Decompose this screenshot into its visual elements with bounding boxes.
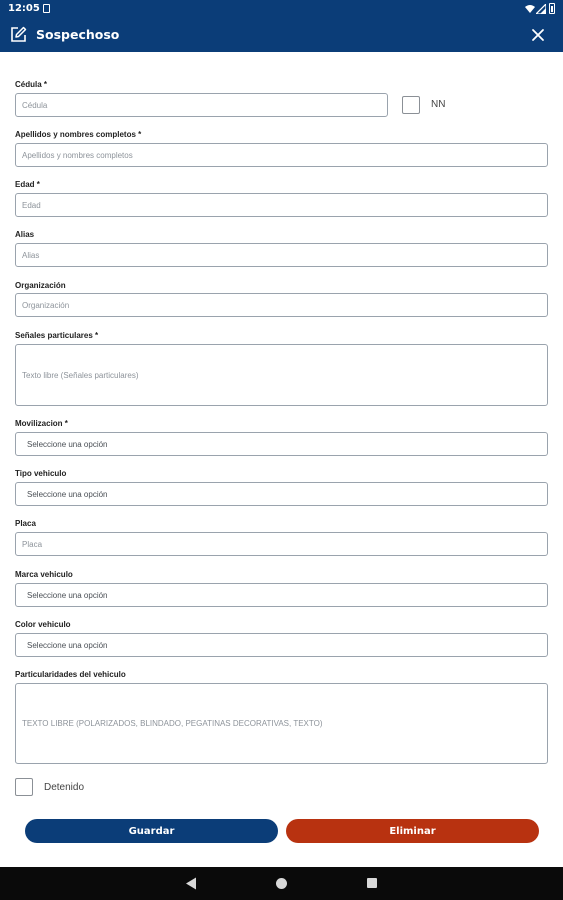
cedula-placeholder: Cédula — [22, 100, 48, 110]
senales-textarea[interactable] — [15, 344, 548, 406]
navigation-bar — [0, 867, 563, 900]
color-vehiculo-label: Color vehiculo — [15, 620, 71, 629]
marca-vehiculo-label: Marca vehiculo — [15, 570, 73, 579]
placa-input[interactable] — [15, 532, 548, 556]
tipo-vehiculo-value: Seleccione una opción — [27, 489, 108, 499]
organizacion-label: Organización — [15, 281, 66, 290]
nn-checkbox[interactable] — [402, 96, 420, 114]
nombres-input[interactable] — [15, 143, 548, 167]
status-bar — [0, 0, 563, 18]
wifi-icon — [525, 4, 535, 14]
placa-placeholder: Placa — [22, 539, 43, 549]
marca-vehiculo-select[interactable] — [15, 583, 548, 607]
status-time: 12:05 — [8, 3, 40, 14]
back-icon[interactable] — [185, 877, 197, 890]
cedula-label: Cédula * — [15, 80, 48, 89]
app-bar — [0, 18, 563, 52]
tipo-vehiculo-label: Tipo vehiculo — [15, 469, 67, 478]
movilizacion-value: Seleccione una opción — [27, 439, 108, 449]
movilizacion-label: Movilizacion * — [15, 419, 68, 428]
marca-vehiculo-value: Seleccione una opción — [27, 590, 108, 600]
senales-label: Señales particulares * — [15, 331, 99, 340]
delete-button[interactable]: Eliminar — [286, 819, 539, 843]
edad-label: Edad * — [15, 180, 40, 189]
save-button[interactable]: Guardar — [25, 819, 278, 843]
cedula-input[interactable] — [15, 93, 388, 117]
movilizacion-select[interactable] — [15, 432, 548, 456]
detenido-checkbox[interactable] — [15, 778, 33, 796]
signal-icon — [536, 4, 546, 14]
color-vehiculo-select[interactable] — [15, 633, 548, 657]
senales-placeholder: Texto libre (Señales particulares) — [22, 370, 139, 380]
battery-icon — [549, 3, 555, 14]
alias-label: Alias — [15, 230, 35, 239]
detenido-label: Detenido — [44, 782, 85, 793]
edit-note-icon — [10, 26, 27, 43]
alias-input[interactable] — [15, 243, 548, 267]
edad-input[interactable] — [15, 193, 548, 217]
alias-placeholder: Alias — [22, 250, 40, 260]
placa-label: Placa — [15, 519, 36, 528]
particularidades-textarea[interactable] — [15, 683, 548, 764]
page-title: Sospechoso — [36, 27, 120, 42]
edad-placeholder: Edad — [22, 200, 41, 210]
sim-card-icon — [43, 4, 50, 13]
recents-icon[interactable] — [367, 878, 377, 888]
particularidades-label: Particularidades del vehiculo — [15, 670, 126, 679]
color-vehiculo-value: Seleccione una opción — [27, 640, 108, 650]
home-icon[interactable] — [276, 878, 287, 889]
nombres-placeholder: Apellidos y nombres completos — [22, 150, 133, 160]
particularidades-placeholder: TEXTO LIBRE (POLARIZADOS, BLINDADO, PEGATINAS DECORATIVAS, TEXTO) — [22, 719, 323, 728]
organizacion-input[interactable] — [15, 293, 548, 317]
close-icon[interactable] — [530, 27, 546, 43]
nn-label: NN — [431, 99, 446, 110]
tipo-vehiculo-select[interactable] — [15, 482, 548, 506]
organizacion-placeholder: Organización — [22, 300, 70, 310]
nombres-label: Apellidos y nombres completos * — [15, 130, 142, 139]
